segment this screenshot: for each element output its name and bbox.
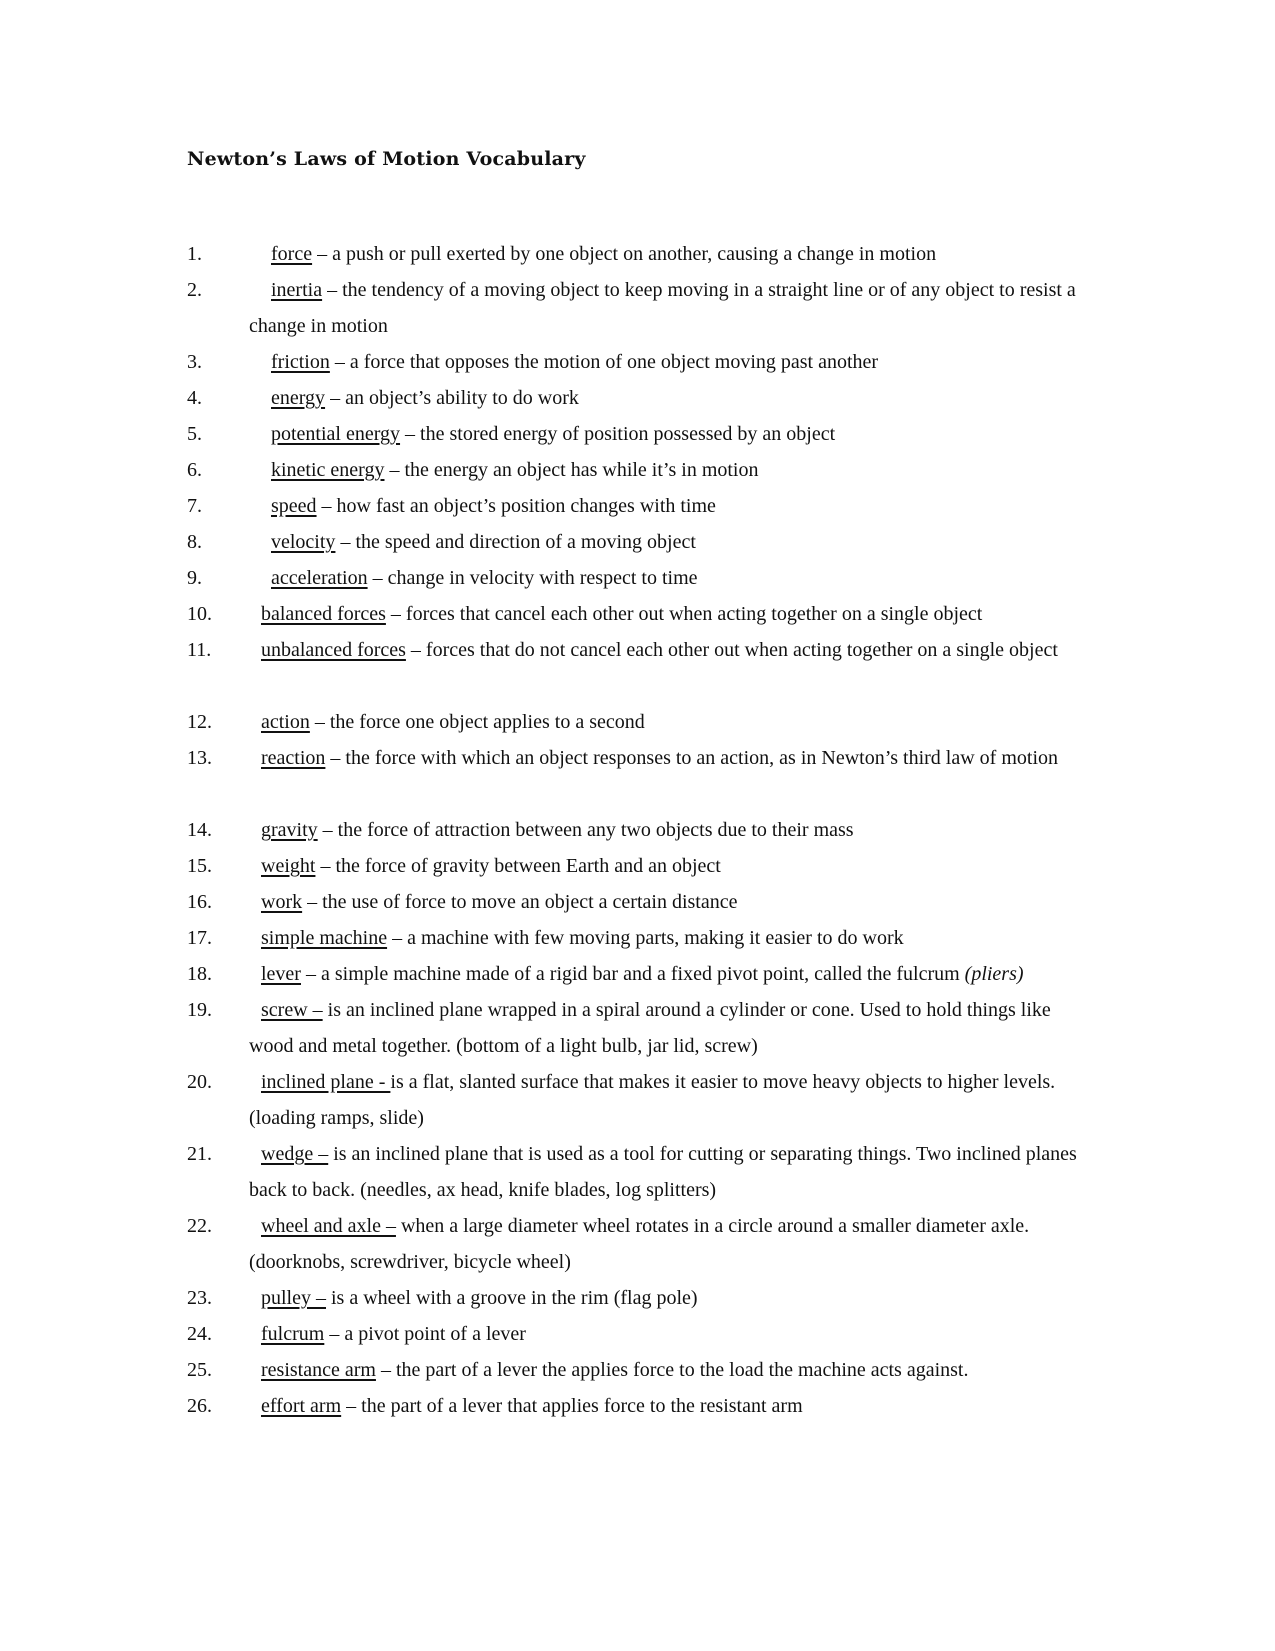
vocab-definition: – the force of attraction between any two objects due to their mass: [317, 819, 854, 841]
list-item: [187, 452, 1092, 488]
item-number: 24.: [187, 1323, 212, 1345]
item-text: [249, 992, 1092, 1064]
vocab-definition: – a pivot point of a lever: [324, 1323, 526, 1345]
list-item: [187, 1316, 1092, 1352]
vocab-definition: – the part of a lever the applies force to the load the machine acts against.: [375, 1359, 969, 1381]
item-text: [249, 272, 1092, 344]
item-text: [249, 1280, 1092, 1316]
list-item: [187, 704, 1092, 740]
item-text: [249, 812, 1092, 848]
list-item: [187, 992, 1092, 1064]
vocab-definition: when a large diameter wheel rotates in a circle around a smaller diameter axle. (doorknobs, screwdriver, bicycle wheel): [249, 1215, 1030, 1273]
item-text: [249, 524, 1092, 560]
vocab-term: speed: [271, 495, 317, 517]
vocab-definition: is a wheel with a groove in the rim (flag pole): [326, 1287, 698, 1309]
item-text: [249, 488, 1092, 524]
item-number: 23.: [187, 1287, 212, 1309]
vocab-definition: – the stored energy of position possessed by an object: [400, 423, 836, 445]
item-number: 3.: [187, 351, 202, 373]
vocab-definition: – the force with which an object responses to an action, as in Newton’s third law of motion: [325, 747, 1059, 769]
item-number: 4.: [187, 387, 202, 409]
item-text: [249, 236, 1092, 272]
list-item: [187, 596, 1092, 632]
item-number: 20.: [187, 1071, 212, 1093]
vocab-term: pulley –: [261, 1287, 326, 1309]
item-number: 22.: [187, 1215, 212, 1237]
item-text: [249, 380, 1092, 416]
vocab-definition: – an object’s ability to do work: [325, 387, 579, 409]
item-text: [249, 956, 1092, 992]
list-item: [187, 416, 1092, 452]
vocab-definition: is a flat, slanted surface that makes it easier to move heavy objects to higher levels. (loading ramps, slide): [249, 1071, 1056, 1129]
item-number: 15.: [187, 855, 212, 877]
vocab-definition: – a machine with few moving parts, making it easier to do work: [387, 927, 904, 949]
item-text: [249, 416, 1092, 452]
vocab-definition: – forces that do not cancel each other out when acting together on a single object: [405, 639, 1058, 661]
item-number: 13.: [187, 747, 212, 769]
item-number: 9.: [187, 567, 202, 589]
item-number: 5.: [187, 423, 202, 445]
vocab-definition: – a force that opposes the motion of one object moving past another: [329, 351, 879, 373]
list-item: [187, 1388, 1092, 1424]
item-text: [249, 452, 1092, 488]
vocab-definition: – the energy an object has while it’s in motion: [384, 459, 759, 481]
item-text: [249, 1064, 1092, 1136]
vocab-term: unbalanced forces: [261, 639, 406, 661]
item-number: 10.: [187, 603, 212, 625]
list-item: [187, 344, 1092, 380]
list-item: [187, 524, 1092, 560]
vocab-term: weight: [261, 855, 316, 877]
vocab-definition: – the tendency of a moving object to keep moving in a straight line or of any object to resist a change in motion: [249, 279, 1076, 337]
item-text: [249, 884, 1092, 920]
list-item: [187, 632, 1092, 704]
item-text: [249, 344, 1092, 380]
item-text: [249, 632, 1092, 668]
item-number: 17.: [187, 927, 212, 949]
vocab-term: acceleration: [271, 567, 368, 589]
item-number: 12.: [187, 711, 212, 733]
vocab-term: fulcrum: [261, 1323, 325, 1345]
list-item: [187, 380, 1092, 416]
page-title: Newton’s Laws of Motion Vocabulary: [187, 148, 586, 170]
item-number: 16.: [187, 891, 212, 913]
vocab-definition: is an inclined plane that is used as a tool for cutting or separating things. Two inclined planes back to back. (needles, ax head, knife blades, log splitters): [249, 1143, 1077, 1201]
vocab-term: kinetic energy: [271, 459, 385, 481]
list-item: [187, 1064, 1092, 1136]
list-item: [187, 956, 1092, 992]
item-number: 7.: [187, 495, 202, 517]
vocab-definition: is an inclined plane wrapped in a spiral around a cylinder or cone. Used to hold things like wood and metal together. (bottom of a light bulb, jar lid, screw): [249, 999, 1051, 1057]
vocab-term: energy: [271, 387, 326, 409]
list-item: [187, 1352, 1092, 1388]
vocab-term: force: [271, 243, 313, 265]
vocab-definition: – the use of force to move an object a certain distance: [302, 891, 738, 913]
vocab-term: balanced forces: [261, 603, 386, 625]
list-item: [187, 488, 1092, 524]
vocab-term: wedge –: [261, 1143, 329, 1165]
vocab-term: screw –: [261, 999, 323, 1021]
vocab-term: work: [261, 891, 303, 913]
vocab-term: reaction: [261, 747, 326, 769]
vocab-definition: – the force one object applies to a second: [309, 711, 645, 733]
list-item: [187, 920, 1092, 956]
item-number: 19.: [187, 999, 212, 1021]
vocab-term: inclined plane -: [261, 1071, 391, 1093]
item-number: 26.: [187, 1395, 212, 1417]
item-number: 2.: [187, 279, 202, 301]
vocab-term: simple machine: [261, 927, 388, 949]
vocab-term: friction: [271, 351, 330, 373]
vocab-term: wheel and axle –: [261, 1215, 396, 1237]
list-item: [187, 560, 1092, 596]
list-item: [187, 848, 1092, 884]
list-item: [187, 884, 1092, 920]
vocab-definition: – the speed and direction of a moving object: [335, 531, 696, 553]
item-text: [249, 1388, 1092, 1424]
item-text: [249, 704, 1092, 740]
item-number: 11.: [187, 639, 212, 661]
item-text: [249, 920, 1092, 956]
vocab-definition: – a simple machine made of a rigid bar and a fixed pivot point, called the fulcrum: [300, 963, 965, 985]
vocab-term: lever: [261, 963, 301, 985]
list-item: [187, 1208, 1092, 1280]
item-number: 25.: [187, 1359, 212, 1381]
vocab-definition: – forces that cancel each other out when acting together on a single object: [385, 603, 983, 625]
vocab-definition: – how fast an object’s position changes with time: [316, 495, 716, 517]
vocab-term: inertia: [271, 279, 323, 301]
list-item: [187, 1280, 1092, 1316]
item-text: [249, 848, 1092, 884]
item-number: 14.: [187, 819, 212, 841]
vocab-term: resistance arm: [261, 1359, 376, 1381]
vocab-term: effort arm: [261, 1395, 342, 1417]
vocab-term: gravity: [261, 819, 318, 841]
item-text: [249, 1316, 1092, 1352]
vocab-term: action: [261, 711, 310, 733]
vocab-definition: – the force of gravity between Earth and an object: [315, 855, 721, 877]
item-number: 6.: [187, 459, 202, 481]
item-number: 8.: [187, 531, 202, 553]
list-item: [187, 812, 1092, 848]
vocab-example: (pliers): [964, 963, 1024, 985]
item-text: [249, 1208, 1092, 1280]
list-item: [187, 272, 1092, 344]
list-item: [187, 236, 1092, 272]
item-number: 21.: [187, 1143, 212, 1165]
item-text: [249, 560, 1092, 596]
item-number: 1.: [187, 243, 202, 265]
list-item: [187, 740, 1092, 812]
list-item: [187, 1136, 1092, 1208]
item-text: [249, 596, 1092, 632]
vocabulary-list: [187, 236, 1092, 1424]
vocab-term: velocity: [271, 531, 336, 553]
item-text: [249, 1352, 1092, 1388]
vocab-definition: – a push or pull exerted by one object on another, causing a change in motion: [312, 243, 937, 265]
vocab-definition: – change in velocity with respect to time: [367, 567, 698, 589]
item-number: 18.: [187, 963, 212, 985]
vocab-term: potential energy: [271, 423, 401, 445]
vocab-definition: – the part of a lever that applies force to the resistant arm: [341, 1395, 803, 1417]
item-text: [249, 740, 1092, 776]
item-text: [249, 1136, 1092, 1208]
